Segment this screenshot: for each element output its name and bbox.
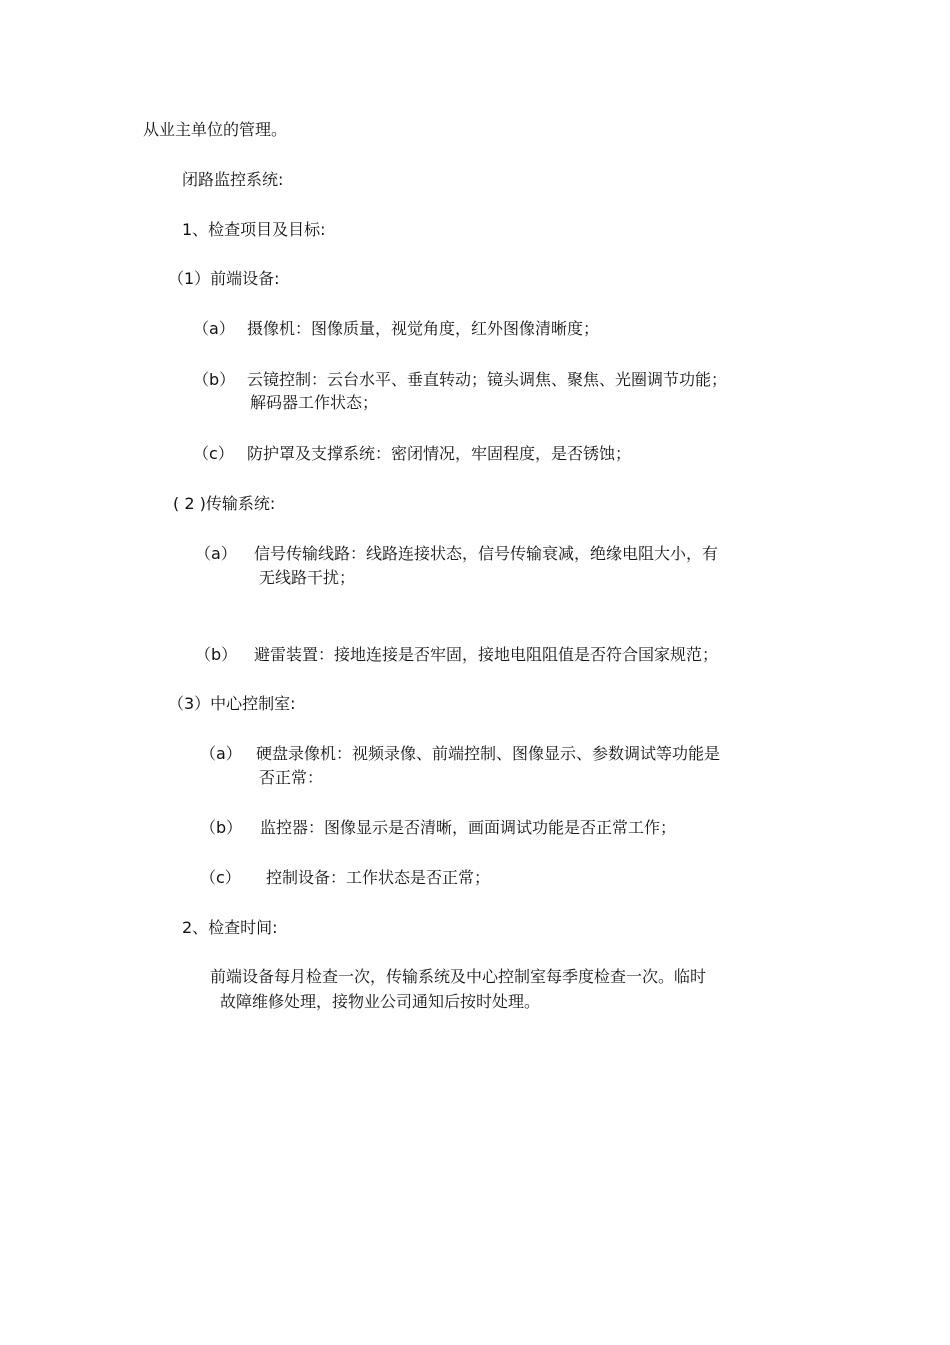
control-room-b-text: 监控器：图像显示是否清晰，画面调试功能是否正常工作； [260, 818, 677, 837]
schedule-line-1: 前端设备每月检查一次，传输系统及中心控制室每季度检查一次。临时 [210, 967, 707, 986]
front-end-b-text-1: 云镜控制：云台水平、垂直转动；镜头调焦、聚焦、光圈调节功能； [247, 370, 728, 389]
schedule-line-2: 故障维修处理，接物业公司通知后按时处理。 [220, 992, 541, 1011]
control-room-a-text-1: 硬盘录像机：视频录像、前端控制、图像显示、参数调试等功能是 [256, 744, 721, 763]
front-end-c-text: 防护罩及支撑系统：密闭情况，牢固程度，是否锈蚀； [247, 444, 632, 463]
intro-line: 从业主单位的管理。 [143, 120, 288, 139]
transmission-a-text-2: 无线路干扰； [259, 568, 356, 587]
front-end-a-marker: （a） [193, 319, 235, 338]
front-end-a-text: 摄像机：图像质量，视觉角度，红外图像清晰度； [247, 319, 600, 338]
transmission-a-marker: （a） [195, 544, 237, 563]
control-room-a-text-2: 否正常： [259, 768, 324, 787]
transmission-b-text: 避雷装置：接地连接是否牢固，接地电阻阻值是否符合国家规范； [254, 645, 719, 664]
item2-title: 2、检查时间: [182, 918, 278, 937]
transmission-title: ( 2 )传输系统: [173, 494, 276, 513]
front-end-c-marker: （c） [193, 444, 234, 463]
control-room-c-marker: （c） [200, 868, 241, 887]
control-room-b-marker: （b） [200, 818, 243, 837]
control-room-a-marker: （a） [200, 744, 242, 763]
item1-title: 1、检查项目及目标: [182, 220, 326, 239]
control-room-title: （3）中心控制室: [168, 694, 296, 713]
control-room-c-text: 控制设备：工作状态是否正常； [266, 868, 491, 887]
front-end-title: （1）前端设备: [168, 269, 280, 288]
transmission-b-marker: （b） [195, 645, 238, 664]
front-end-b-text-2: 解码器工作状态； [250, 393, 379, 412]
front-end-b-marker: （b） [193, 370, 236, 389]
transmission-a-text-1: 信号传输线路：线路连接状态，信号传输衰减，绝缘电阻大小，有 [254, 544, 719, 563]
section-title: 闭路监控系统: [182, 170, 284, 189]
